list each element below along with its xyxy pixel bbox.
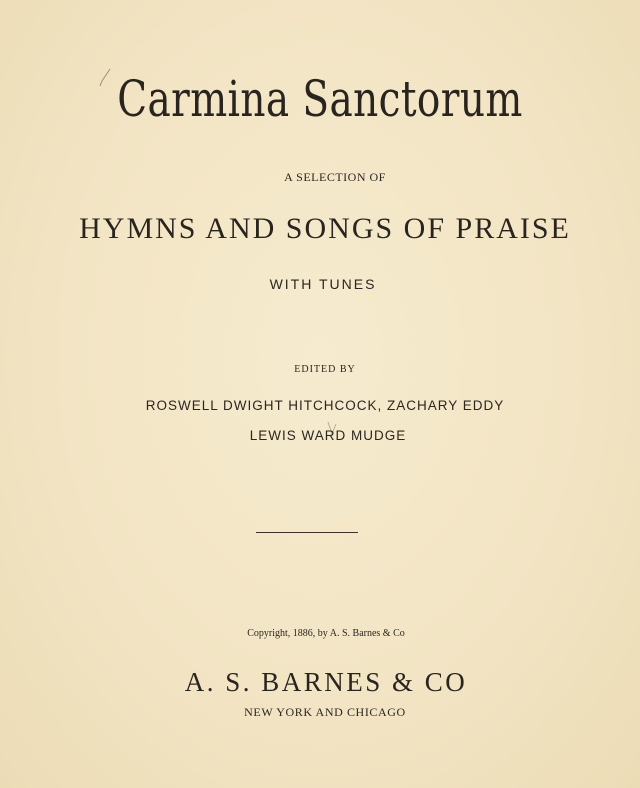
editors-line-2: LEWIS WARD MUDGE (249, 428, 407, 443)
subtitle-suffix: WITH TUNES (269, 276, 377, 292)
copyright-notice: Copyright, 1886, by A. S. Barnes & Co (247, 628, 405, 639)
editors-line-1: ROSWELL DWIGHT HITCHCOCK, ZACHARY EDDY (145, 398, 505, 413)
subtitle-main: HYMNS AND SONGS OF PRAISE (79, 212, 571, 245)
subtitle-prefix: A SELECTION OF (284, 170, 386, 184)
publisher-location: NEW YORK AND CHICAGO (244, 705, 406, 719)
divider-rule (256, 532, 358, 533)
book-title: Carmina Sanctorum (117, 70, 523, 128)
edited-by-label: EDITED BY (294, 364, 356, 375)
publisher-name: A. S. BARNES & CO (184, 667, 468, 697)
